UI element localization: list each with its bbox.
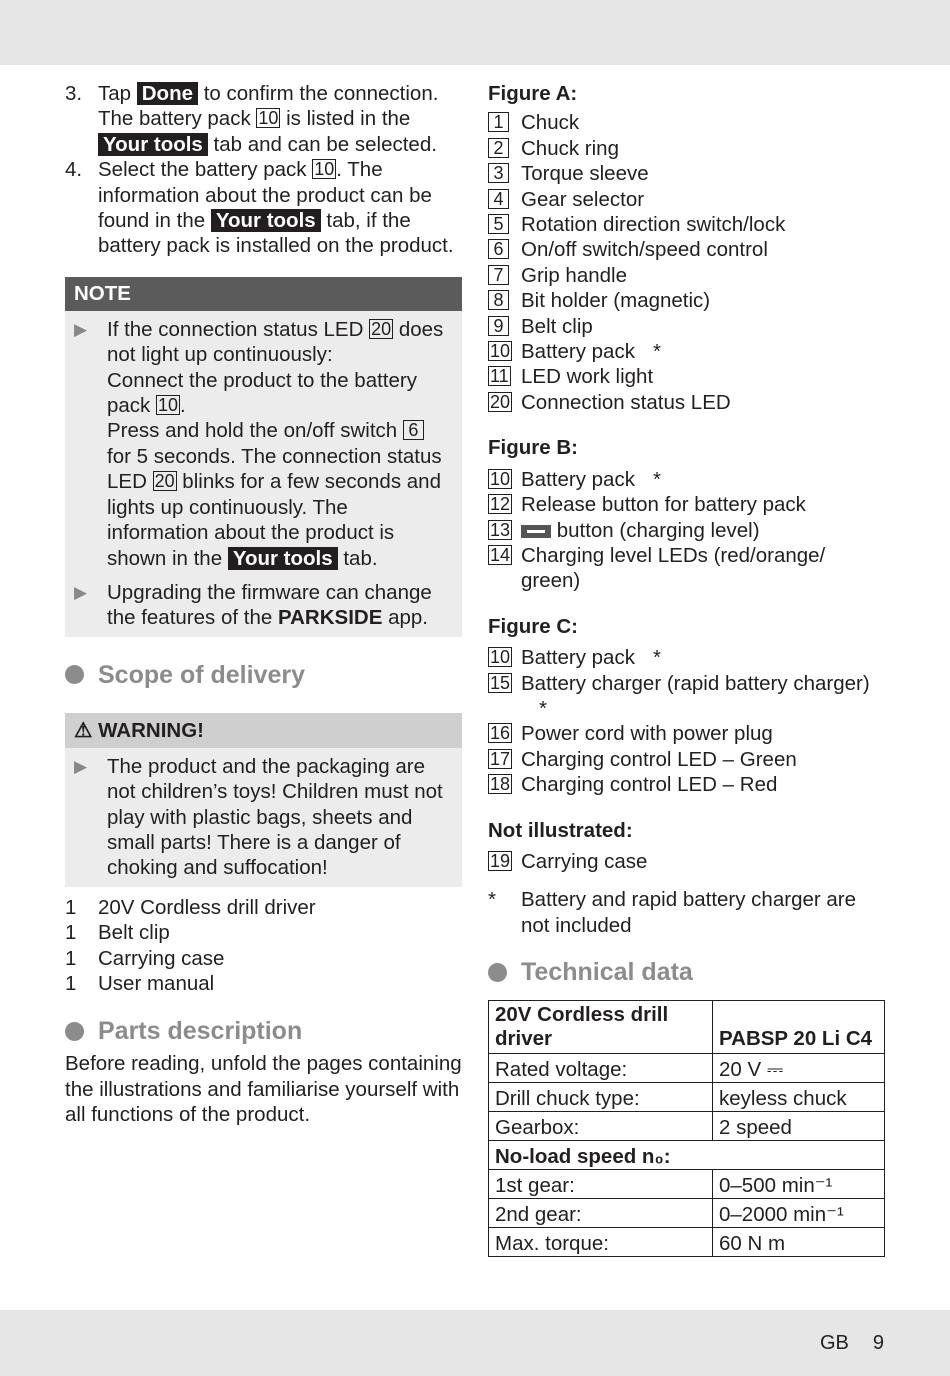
warning-heading: ⚠ WARNING!	[65, 713, 462, 748]
part-item	[488, 849, 888, 874]
part-item	[488, 364, 888, 389]
table-row: Rated voltage: 20 V ⎓	[489, 1054, 885, 1083]
scope-heading: Scope of delivery	[65, 655, 462, 695]
part-number-box: 4	[488, 189, 509, 209]
part-label: Battery pack	[521, 340, 635, 364]
not-illustrated-heading: Not illustrated:	[488, 818, 633, 842]
part-label: Battery pack	[521, 646, 635, 670]
part-number-box: 8	[488, 290, 509, 310]
footnote-marker: *	[652, 467, 661, 491]
part-item	[488, 467, 888, 492]
warning-panel	[65, 748, 462, 887]
part-item	[488, 237, 888, 262]
part-label: Connection status LED	[521, 390, 731, 414]
part-number-box: 20	[490, 391, 511, 412]
part-label: Release button for battery pack	[521, 493, 806, 517]
part-label: Chuck	[521, 111, 580, 135]
step-number: 4.	[65, 158, 83, 182]
part-number-box: 10	[490, 341, 511, 362]
part-item	[488, 772, 888, 797]
parts-heading: Parts description	[65, 1011, 462, 1051]
part-number-box: 3	[488, 163, 509, 183]
part-item	[488, 747, 888, 772]
part-label: On/off switch/speed control	[521, 238, 768, 262]
list-item: 1 20V Cordless drill driver	[65, 895, 316, 919]
part-label: Torque sleeve	[521, 162, 649, 186]
note-bullet	[74, 580, 453, 631]
table-row: 1st gear: 0–500 min⁻¹	[489, 1170, 885, 1199]
left-column	[65, 81, 462, 1128]
part-label: Charging control LED – Green	[521, 747, 797, 771]
arrow-icon: ▶	[74, 582, 88, 602]
warning-triangle-icon: ⚠	[74, 718, 93, 742]
right-column	[488, 81, 888, 1257]
ref-box: 20	[371, 318, 392, 339]
part-number-box: 10	[490, 468, 511, 489]
footnote: * Battery and rapid battery charger are not included	[488, 888, 857, 937]
part-number-box: 18	[490, 774, 511, 795]
footnote-marker: *	[539, 696, 547, 720]
part-item	[488, 212, 888, 237]
part-item	[488, 314, 888, 339]
page-number: 9	[872, 1332, 884, 1354]
part-label: Bit holder (magnetic)	[521, 289, 711, 313]
bullet-dot-icon	[65, 1022, 84, 1041]
table-row: Max. torque: 60 N m	[489, 1228, 885, 1257]
arrow-icon: ▶	[74, 319, 88, 339]
scope-list	[65, 895, 462, 997]
note-panel	[65, 311, 462, 637]
step-text: Tap Done to confirm the connection. The battery pack 10 is listed in the Your tools tab and can be selected.	[98, 82, 439, 156]
part-item	[488, 339, 888, 364]
figure-a-list	[488, 110, 888, 415]
note-text: If the connection status LED 20 does not light up continuously: Connect the product to the battery pack 10. Press and hold the on/off switch 6 for 5 seconds. The connection status LED 20 blinks for a few seconds and lights up continuously. The information about the product is shown in the Your tools tab.	[107, 317, 444, 570]
your-tools-tag: Your tools	[211, 209, 321, 232]
part-number-box: 10	[490, 647, 511, 668]
ref-box: 10	[314, 159, 335, 180]
part-item	[488, 390, 888, 415]
part-number-box: 6	[488, 239, 509, 259]
part-label: Battery charger (rapid battery charger)	[521, 671, 870, 695]
part-label: Power cord with power plug	[521, 722, 773, 746]
step-text: Select the battery pack 10. The information about the product can be found in the Your tools tab, if the battery pack is installed on the product.	[98, 158, 454, 258]
part-label: Battery pack	[521, 467, 635, 491]
tech-heading: Technical data	[488, 952, 888, 992]
part-number-box: 5	[488, 214, 509, 234]
note-text: Upgrading the firmware can change the features of the PARKSIDE app.	[107, 580, 432, 630]
part-number-box: 12	[490, 494, 511, 515]
part-label: button (charging level)	[556, 518, 760, 542]
part-number-box: 1	[488, 112, 509, 132]
part-number-box: 13	[490, 519, 511, 540]
part-number-box: 17	[490, 748, 511, 769]
part-item	[488, 187, 888, 212]
note-bullet	[74, 317, 453, 571]
part-label: Charging level LEDs (red/orange/ green)	[521, 543, 826, 593]
figure-b-heading: Figure B:	[488, 436, 578, 460]
part-label: Belt clip	[521, 314, 593, 338]
ref-box: 10	[258, 108, 279, 129]
part-item	[488, 492, 888, 517]
arrow-icon: ▶	[74, 756, 88, 776]
ref-box: 10	[158, 395, 179, 416]
parts-text: Before reading, unfold the pages containing the illustrations and familiarise yourself with all functions of the product.	[65, 1052, 462, 1127]
part-label: Charging control LED – Red	[521, 773, 778, 797]
figure-c-heading: Figure C:	[488, 614, 578, 638]
table-row: 20V Cordless drill driver PABSP 20 Li C4	[489, 1001, 885, 1054]
bullet-dot-icon	[488, 963, 507, 982]
part-number-box: 9	[488, 316, 509, 336]
part-label: Grip handle	[521, 263, 627, 287]
part-number-box: 11	[490, 366, 509, 387]
ref-box: 20	[154, 471, 175, 492]
done-tag: Done	[137, 82, 198, 105]
part-item	[488, 161, 888, 186]
note-heading: NOTE	[65, 277, 462, 311]
part-item	[488, 645, 888, 670]
table-row: Drill chuck type: keyless chuck	[489, 1083, 885, 1112]
page-footer	[796, 1332, 884, 1355]
your-tools-tag: Your tools	[98, 133, 208, 156]
list-item: 1 Belt clip	[65, 921, 170, 945]
ref-box: 6	[403, 420, 424, 440]
list-item: 1 Carrying case	[65, 946, 225, 970]
part-item	[488, 671, 888, 722]
table-row: 2nd gear: 0–2000 min⁻¹	[489, 1199, 885, 1228]
part-number-box: 14	[490, 544, 511, 565]
part-number-box: 2	[488, 138, 509, 158]
part-label: Rotation direction switch/lock	[521, 213, 786, 237]
footnote-marker: *	[652, 340, 661, 364]
list-item: 1 User manual	[65, 971, 215, 995]
warning-bullet	[74, 754, 453, 881]
step-number: 3.	[65, 82, 83, 105]
part-item	[488, 518, 888, 543]
footnote-marker: *	[652, 646, 661, 670]
part-item	[488, 136, 888, 161]
step-4	[65, 157, 462, 259]
part-number-box: 16	[490, 723, 511, 744]
table-row: No-load speed n₀:	[489, 1141, 885, 1170]
part-item	[488, 263, 888, 288]
part-item	[488, 543, 888, 594]
part-item	[488, 721, 888, 746]
part-item	[488, 288, 888, 313]
charging-level-icon	[521, 525, 551, 538]
part-label: Carrying case	[521, 849, 648, 873]
figure-c-list	[488, 645, 888, 797]
part-label: Chuck ring	[521, 136, 619, 160]
part-number-box: 19	[490, 850, 511, 871]
top-band	[0, 0, 950, 65]
your-tools-tag: Your tools	[228, 547, 338, 570]
figure-b-list	[488, 467, 888, 594]
language-code: GB	[819, 1332, 849, 1354]
part-label: Gear selector	[521, 187, 645, 211]
part-label: LED work light	[521, 365, 654, 389]
steps-list	[65, 81, 462, 259]
tech-table	[488, 1000, 885, 1257]
part-item	[488, 110, 888, 135]
step-3	[65, 81, 462, 157]
bullet-dot-icon	[65, 665, 84, 684]
part-number-box: 15	[490, 672, 511, 693]
figure-a-heading: Figure A:	[488, 82, 578, 105]
table-row: Gearbox: 2 speed	[489, 1112, 885, 1141]
warning-text: The product and the packaging are not children’s toys! Children must not play with plastic bags, sheets and small parts! There is a danger of choking and suffocation!	[107, 754, 443, 880]
not-illustrated-list	[488, 849, 888, 874]
part-number-box: 7	[488, 265, 509, 285]
